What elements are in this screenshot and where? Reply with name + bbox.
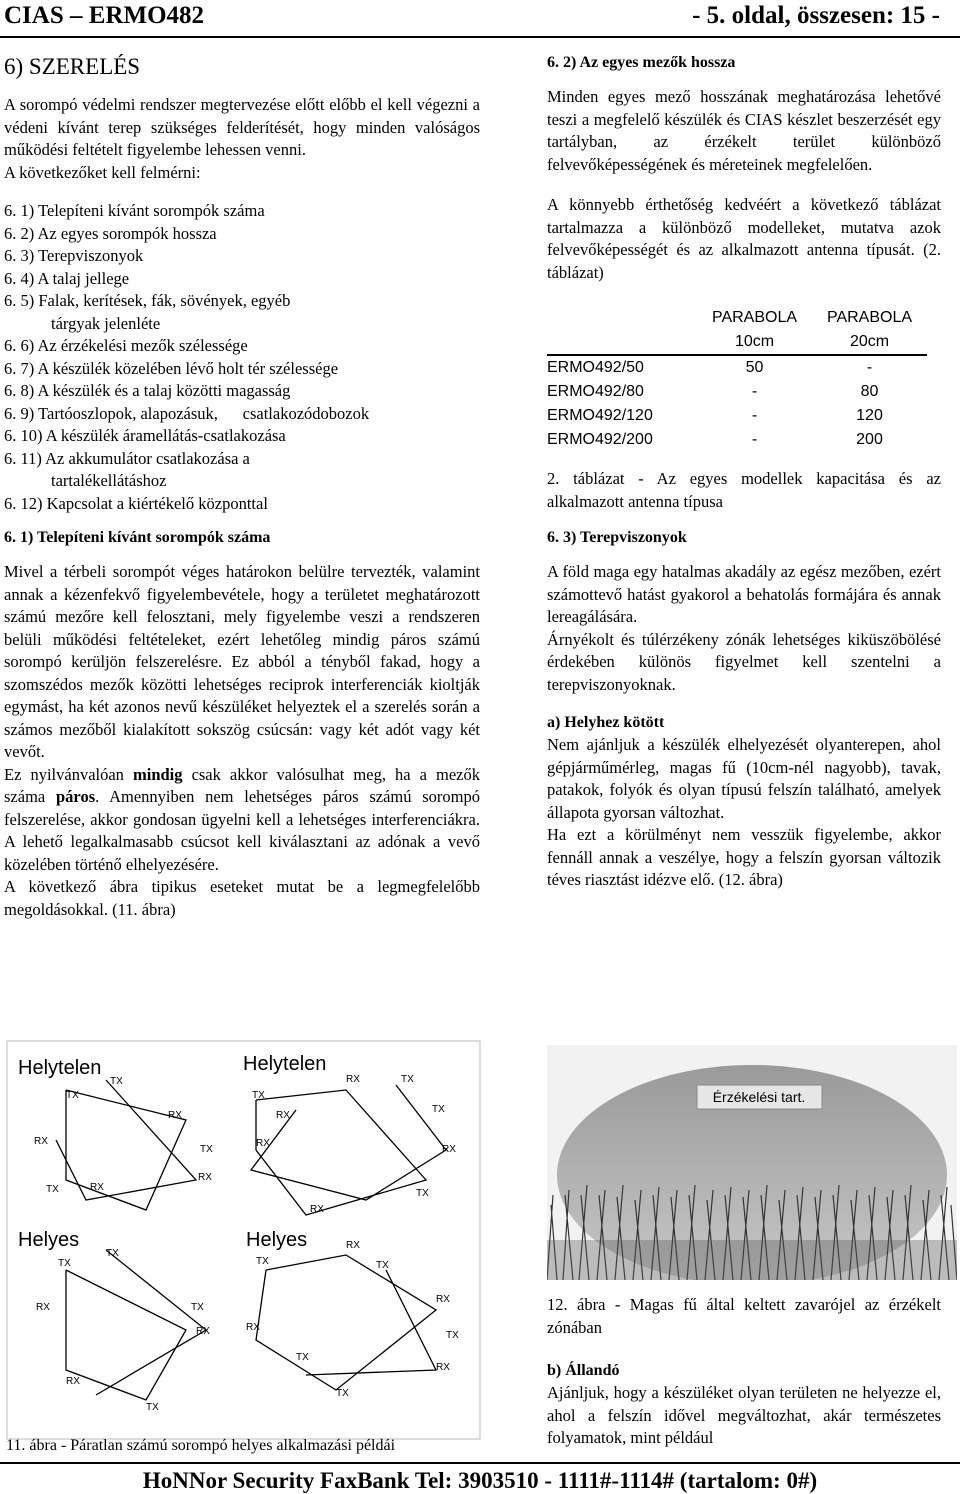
toc-item: 6. 11) Az akkumulátor csatlakozása a (4, 448, 250, 468)
tx-label: TX (401, 1074, 414, 1085)
tx-label: TX (46, 1184, 59, 1195)
body-paragraph: Ajánljuk, hogy a készüléket olyan területen ne helyezze el, ahol a felszín idővel megváltozhat, akár természetes folyamatok, mint például (547, 1383, 941, 1447)
toc-item: tartalékellátáshoz (51, 471, 167, 490)
table-header-row (547, 330, 927, 355)
page-header (0, 0, 960, 38)
tx-label: TX (416, 1188, 429, 1199)
toc-item: 6. 5) Falak, kerítések, fák, sövények, egyéb (4, 291, 291, 310)
toc-item: 6. 10) A készülék áramellátás-csatlakozása (4, 426, 286, 445)
intro-lead: A következőket kell felmérni: (4, 162, 201, 182)
body-paragraph: Nem ajánljuk a készülék elhelyezését olyanterepen, ahol gépjárműmérleg, magas fű (10cm-nél nagyobb), tavak, patakok, folyók és olyan típusú felszín található, amelyek állapota gyorsan változhat. (547, 735, 941, 822)
table-header: 20cm (812, 330, 927, 355)
figure-12-caption: 12. ábra - Magas fű által keltett zavarójel az érzékelt zónában (547, 1295, 941, 1337)
toc-item: 6. 4) A talaj jellege (4, 268, 130, 288)
rx-label: RX (246, 1322, 260, 1333)
rx-label: RX (196, 1326, 210, 1337)
rx-label: RX (66, 1376, 80, 1387)
subsection-title: 6. 3) Terepviszonyok (547, 529, 687, 546)
tx-label: TX (446, 1330, 459, 1341)
figure-11 (6, 1040, 481, 1440)
left-column (4, 50, 480, 921)
toc-item: 6. 3) Terepviszonyok (4, 246, 144, 265)
figure-12 (547, 1045, 957, 1280)
tx-label: TX (200, 1144, 213, 1155)
rx-label: RX (34, 1136, 48, 1147)
tx-label: TX (256, 1256, 269, 1267)
body-paragraph: Ha ezt a körülményt nem vesszük figyelembe, akkor fennáll annak a veszélye, hogy a felszín gyorsan változik téves riasztást idézve elő. (12. ábra) (547, 825, 941, 889)
subsection-title: 6. 2) Az egyes mezők hossza (547, 54, 736, 71)
rx-label: RX (36, 1302, 50, 1313)
figure-12-image (547, 1045, 957, 1280)
body-paragraph: A föld maga egy hatalmas akadály az egész mezőben, ezért számottevő hatást gyakorol a behatolás formájára és annak lereagálására. (547, 562, 941, 626)
tx-label: TX (66, 1090, 79, 1101)
rx-label: RX (276, 1110, 290, 1121)
body-paragraph: Árnyékolt és túlérzékeny zónák lehetséges kiküszöbölésé érdekében különös figyelmet kell szentelni a terepviszonyoknak. (547, 629, 941, 694)
table-header: PARABOLA (711, 309, 798, 326)
rx-label: RX (346, 1074, 360, 1085)
tx-label: TX (58, 1258, 71, 1269)
right-column-bottom (547, 1362, 941, 1450)
table-header-row (547, 306, 927, 330)
toc-item: 6. 6) Az érzékelési mezők szélessége (4, 336, 248, 355)
table-caption: 2. táblázat - Az egyes modellek kapacitása és az alkalmazott antenna típusa (547, 469, 941, 511)
figure-11-caption: 11. ábra - Páratlan számú sorompó helyes alkalmazási példái (6, 1437, 396, 1454)
rx-label: RX (198, 1172, 212, 1183)
rx-label: RX (256, 1138, 270, 1149)
table-header: PARABOLA (826, 309, 913, 326)
table-row: ERMO492/120 - 120 (547, 407, 883, 424)
rx-label: RX (436, 1362, 450, 1373)
subsection-title: a) Helyhez kötött (547, 714, 665, 731)
table-row: ERMO492/80 - 80 (547, 383, 879, 400)
doc-title: CIAS – ERMO482 (4, 2, 205, 29)
rx-label: RX (436, 1294, 450, 1305)
table-row: ERMO492/200 - 200 (547, 431, 883, 448)
figure-11-diagram (6, 1040, 481, 1440)
toc-item: 6. 8) A készülék és a talaj közötti magasság (4, 381, 291, 400)
model-table (547, 306, 927, 452)
tx-label: TX (336, 1388, 349, 1399)
panel-title: Helytelen (243, 1053, 327, 1075)
intro-paragraph: A sorompó védelmi rendszer megtervezése előtt előbb el kell végezni a védeni kívánt terep szükséges felderítését, hogy minden valóságos működési feltételt figyelembe lehessen venni. (4, 95, 480, 159)
panel-title: Helyes (246, 1229, 308, 1251)
body-paragraph: Ez nyilvánvalóan mindig csak akkor valósulhat meg, ha a mezők száma páros. Amennyiben nem lehetséges páros számú sorompó felszerelése, akkor gondosan ügyelni kell a lehetséges interferenciákra. A lehető legalkalmasabb csúcsot kell kiválasztani az adónak a vevő közelében történő elhelyezésére. (4, 764, 480, 874)
subsection-title: 6. 1) Telepíteni kívánt sorompók száma (4, 529, 271, 546)
toc-item: tárgyak jelenléte (51, 313, 161, 333)
table-row: ERMO492/50 50 - (547, 359, 873, 376)
page-number: - 5. oldal, összesen: 15 - (692, 2, 940, 29)
rx-label: RX (90, 1182, 104, 1193)
body-paragraph: Minden egyes mező hosszának meghatározása lehetővé teszi a megfelelő készülék és CIAS készlet beszerzését egy tartályban, az érzékelt terület különböző felvevőképességének és méreteinek megfelelően. (547, 87, 941, 174)
tx-label: TX (376, 1260, 389, 1271)
tx-label: TX (110, 1076, 123, 1087)
toc-item: 6. 12) Kapcsolat a kiértékelő központtal (4, 493, 268, 513)
body-paragraph: A következő ábra tipikus eseteket mutat be a legmegfelelőbb megoldásokkal. (11. ábra) (4, 877, 480, 919)
body-paragraph: A könnyebb érthetőség kedvéért a következő táblázat tartalmazza a különböző modelleket, mutatva azok felvevőképességét és az alkalmazott antenna típusát. (2. táblázat) (547, 195, 941, 282)
table-header: 10cm (697, 330, 812, 355)
rx-label: RX (442, 1144, 456, 1155)
rx-label: RX (346, 1240, 360, 1251)
toc-list (4, 200, 480, 515)
tx-label: TX (146, 1402, 159, 1413)
body-paragraph: Mivel a térbeli sorompót véges határokon belülre tervezték, valamint annak a kézenfekvő figyelembevétele, hogy a területet meghatározott számú mezőre kell felosztani, mely figyelembe veszi a rendszeren belüli működési feltételeket, ezért lehetőleg mindig páros számú sorompó kerüljön felszerelésre. Ez abból a tényből fakad, hogy a szomszédos mezők közötti lehetséges reciprok interferenciák kioltják egymást, ha két azonos nevű készüléket helyeztek el a szerelés során a számos mezőből kialakított sokszög csúcsán: vagy két adót vagy két vevőt. (4, 562, 480, 761)
toc-item: 6. 7) A készülék közelében lévő holt tér szélessége (4, 358, 339, 378)
toc-item: 6. 2) Az egyes sorompók hossza (4, 223, 217, 243)
section-title: 6) SZERELÉS (4, 54, 141, 79)
tx-label: TX (296, 1352, 309, 1363)
tx-label: TX (191, 1302, 204, 1313)
toc-item: 6. 9) Tartóoszlopok, alapozásuk, csatlakozódobozok (4, 403, 370, 423)
panel-title: Helyes (18, 1229, 80, 1251)
tx-label: TX (432, 1104, 445, 1115)
right-column (547, 50, 941, 892)
rx-label: RX (310, 1204, 324, 1215)
rx-label: RX (168, 1110, 182, 1121)
toc-item: 6. 1) Telepíteni kívánt sorompók száma (4, 201, 265, 220)
subsection-title: b) Állandó (547, 1362, 620, 1379)
page-footer: HoNNor Security FaxBank Tel: 3903510 - 1111#-1114# (tartalom: 0#) (0, 1462, 960, 1494)
panel-title: Helytelen (18, 1057, 102, 1079)
zone-label: Érzékelési tart. (712, 1089, 806, 1105)
tx-label: TX (106, 1248, 119, 1259)
tx-label: TX (252, 1090, 265, 1101)
